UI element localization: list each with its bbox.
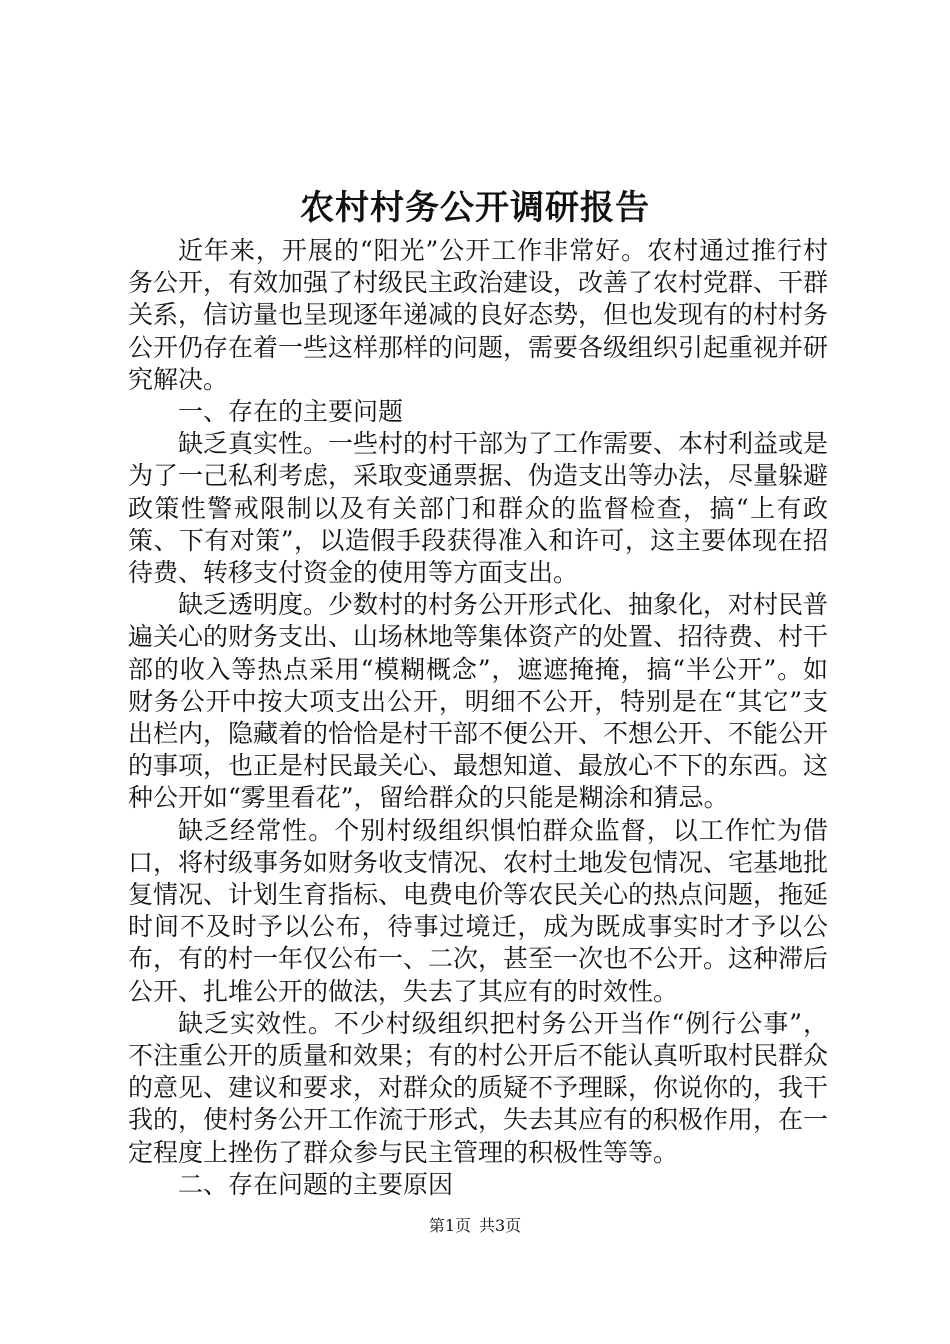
paragraph-regularity: 缺乏经常性。个别村级组织惧怕群众监督，以工作忙为借口，将村级事务如财务收支情况、农村土地发包情况、宅基地批复情况、计划生育指标、电费电价等农民关心的热点问题，拖延时间不及时予以公布，待事过境迁，成为既成事实时才予以公布，有的村一年仅公布一、二次，甚至一次也不公开。这种滞后公开、扎堆公开的做法，失去了其应有的时效性。	[128, 815, 829, 1006]
paragraph-transparency: 缺乏透明度。少数村的村务公开形式化、抽象化，对村民普遍关心的财务支出、山场林地等集体资产的处置、招待费、村干部的收入等热点采用“模糊概念”，遮遮掩掩，搞“半公开”。如财务公开中按大项支出公开，明细不公开，特别是在“其它”支出栏内，隐藏着的恰恰是村干部不便公开、不想公开、不能公开的事项，也正是村民最关心、最想知道、最放心不下的东西。这种公开如“雾里看花”，留给群众的只能是糊涂和猜忌。	[128, 590, 829, 813]
document-title: 农村村务公开调研报告	[300, 188, 650, 228]
page-number-current: 第1页	[428, 1216, 471, 1235]
paragraph-intro: 近年来，开展的“阳光”公开工作非常好。农村通过推行村务公开，有效加强了村级民主政治建设，改善了农村党群、干群关系，信访量也呈现逐年递减的良好态势，但也发现有的村村务公开仍存在着一些这样那样的问题，需要各级组织引起重视并研究解决。	[128, 236, 829, 394]
document-body	[128, 235, 828, 1201]
page-footer	[0, 1215, 950, 1237]
paragraph-effectiveness: 缺乏实效性。不少村级组织把村务公开当作“例行公事”，不注重公开的质量和效果；有的村公开后不能认真听取村民群众的意见、建议和要求，对群众的质疑不予理睬，你说你的，我干我的，使村务公开工作流于形式，失去其应有的积极作用，在一定程度上挫伤了群众参与民主管理的积极性等等。	[128, 1008, 829, 1167]
section-heading-2: 二、存在问题的主要原因	[178, 1169, 454, 1199]
section-heading-1: 一、存在的主要问题	[178, 397, 404, 427]
paragraph-authenticity: 缺乏真实性。一些村的村干部为了工作需要、本村利益或是为了一己私利考虑，采取变通票据、伪造支出等办法，尽量躲避政策性警戒限制以及有关部门和群众的监督检查，搞“上有政策、下有对策”，以造假手段获得准入和许可，这主要体现在招待费、转移支付资金的使用等方面支出。	[128, 429, 829, 588]
page-number-total: 共3页	[479, 1216, 522, 1235]
